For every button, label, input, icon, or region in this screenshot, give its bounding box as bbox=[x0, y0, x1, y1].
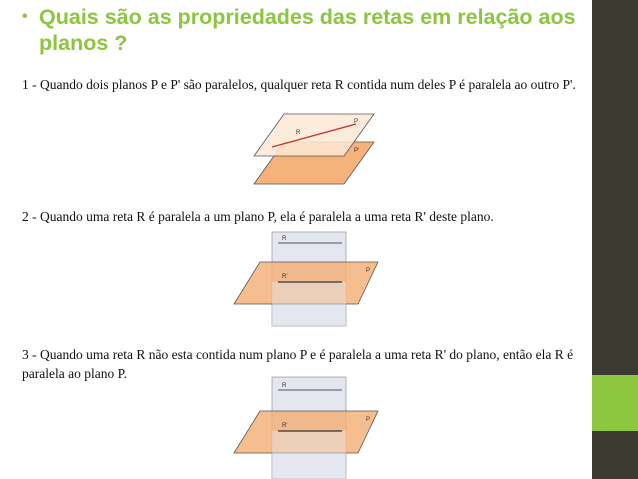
label-p: P bbox=[354, 119, 359, 125]
property-3-text: 3 - Quando uma reta R não esta contida num plano P e é paralela a uma reta R' do plano, então ela R é paralela ao plano P. bbox=[22, 347, 574, 381]
property-1-text: 1 - Quando dois planos P e P' são paralelos, qualquer reta R contida num deles P é paralela ao outro P'. bbox=[22, 77, 576, 92]
label-r: R bbox=[296, 130, 301, 136]
label-p-prime: P' bbox=[354, 148, 360, 154]
property-2-text: 2 - Quando uma reta R é paralela a um plano P, ela é paralela a uma reta R' deste plano. bbox=[22, 209, 494, 224]
label-r: R bbox=[282, 236, 287, 242]
slide-title bbox=[22, 4, 582, 56]
label-p: P bbox=[366, 268, 371, 274]
vertical-plane-front bbox=[272, 282, 346, 326]
figure-line-outside-plane bbox=[230, 375, 390, 479]
label-p: P bbox=[366, 417, 371, 423]
label-r-prime: R' bbox=[282, 274, 288, 280]
figure-parallel-planes bbox=[244, 112, 384, 188]
label-r: R bbox=[282, 383, 287, 389]
vertical-plane-front bbox=[272, 431, 346, 479]
label-r-prime: R' bbox=[282, 423, 288, 429]
sidebar-green-accent bbox=[592, 375, 638, 431]
figure-line-parallel-plane bbox=[230, 230, 390, 330]
title-bullet: • bbox=[22, 8, 28, 25]
title-text: Quais são as propriedades das retas em relação aos planos ? bbox=[39, 5, 576, 55]
